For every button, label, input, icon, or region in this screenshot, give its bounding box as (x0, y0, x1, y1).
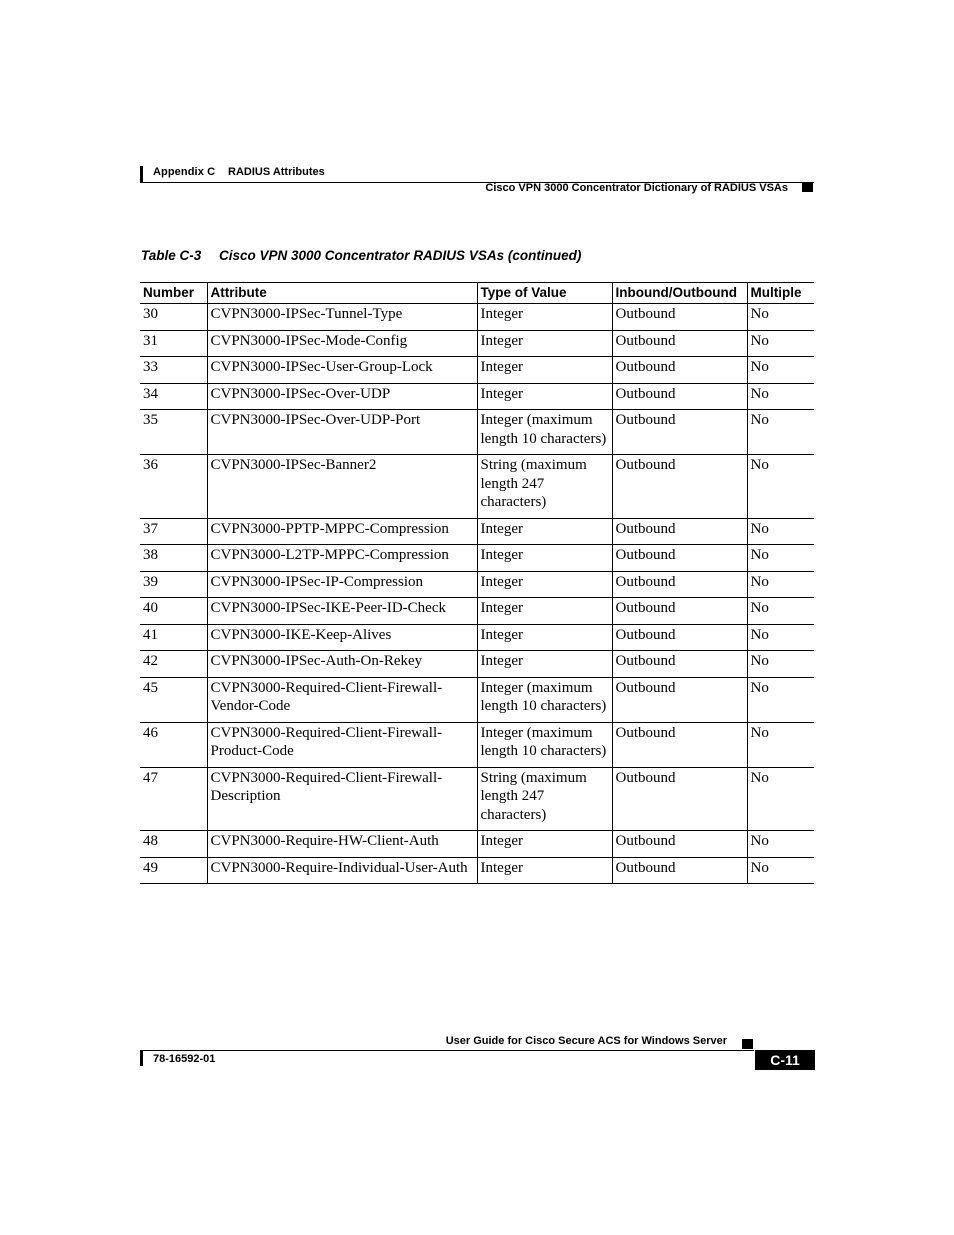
cell-direction: Outbound (612, 722, 747, 767)
table-row (140, 330, 814, 357)
cell-multiple: No (747, 383, 814, 410)
cell-direction: Outbound (612, 455, 747, 519)
cell-direction: Outbound (612, 304, 747, 331)
table-row (140, 598, 814, 625)
cell-multiple: No (747, 571, 814, 598)
cell-number: 33 (140, 357, 207, 384)
column-header-direction: Inbound/Outbound (612, 283, 747, 304)
cell-number: 48 (140, 831, 207, 858)
cell-direction: Outbound (612, 767, 747, 831)
cell-multiple: No (747, 598, 814, 625)
table-row (140, 571, 814, 598)
cell-type: Integer (477, 624, 612, 651)
cell-attribute: CVPN3000-IPSec-Over-UDP (207, 383, 477, 410)
cell-type: String (maximum length 247 characters) (477, 767, 612, 831)
cell-type: Integer (477, 545, 612, 572)
cell-number: 47 (140, 767, 207, 831)
cell-direction: Outbound (612, 624, 747, 651)
table-body (140, 304, 814, 884)
cell-type: Integer (477, 571, 612, 598)
cell-multiple: No (747, 722, 814, 767)
cell-direction: Outbound (612, 598, 747, 625)
footer-rule (140, 1050, 754, 1051)
table-row (140, 857, 814, 884)
cell-multiple: No (747, 330, 814, 357)
cell-multiple: No (747, 545, 814, 572)
cell-attribute: CVPN3000-Required-Client-Firewall-Description (207, 767, 477, 831)
cell-number: 37 (140, 518, 207, 545)
column-header-multiple: Multiple (747, 283, 814, 304)
cell-number: 49 (140, 857, 207, 884)
cell-direction: Outbound (612, 410, 747, 455)
cell-direction: Outbound (612, 518, 747, 545)
column-header-number: Number (140, 283, 207, 304)
header-bar (140, 166, 143, 182)
cell-multiple: No (747, 455, 814, 519)
cell-multiple: No (747, 624, 814, 651)
cell-attribute: CVPN3000-IPSec-Tunnel-Type (207, 304, 477, 331)
cell-direction: Outbound (612, 651, 747, 678)
cell-type: Integer (maximum length 10 characters) (477, 677, 612, 722)
cell-direction: Outbound (612, 857, 747, 884)
cell-attribute: CVPN3000-IPSec-User-Group-Lock (207, 357, 477, 384)
cell-number: 35 (140, 410, 207, 455)
table-row (140, 545, 814, 572)
table-row (140, 383, 814, 410)
footer-guide-title: User Guide for Cisco Secure ACS for Windows Server (445, 1035, 727, 1047)
table-header-row (140, 283, 814, 304)
column-header-attribute: Attribute (207, 283, 477, 304)
table-caption-label: Table C-3 (141, 248, 202, 263)
cell-direction: Outbound (612, 330, 747, 357)
header-section: Cisco VPN 3000 Concentrator Dictionary of RADIUS VSAs (485, 182, 788, 194)
cell-attribute: CVPN3000-IPSec-Mode-Config (207, 330, 477, 357)
cell-type: String (maximum length 247 characters) (477, 455, 612, 519)
cell-direction: Outbound (612, 677, 747, 722)
vsa-table (140, 282, 814, 884)
cell-multiple: No (747, 857, 814, 884)
column-header-type: Type of Value (477, 283, 612, 304)
cell-type: Integer (maximum length 10 characters) (477, 410, 612, 455)
cell-attribute: CVPN3000-PPTP-MPPC-Compression (207, 518, 477, 545)
cell-attribute: CVPN3000-IKE-Keep-Alives (207, 624, 477, 651)
cell-attribute: CVPN3000-Require-HW-Client-Auth (207, 831, 477, 858)
footer-doc-number: 78-16592-01 (153, 1053, 216, 1065)
header-appendix: Appendix C (153, 166, 216, 178)
cell-attribute: CVPN3000-Required-Client-Firewall-Vendor-Code (207, 677, 477, 722)
cell-type: Integer (477, 304, 612, 331)
cell-number: 42 (140, 651, 207, 678)
cell-direction: Outbound (612, 357, 747, 384)
cell-multiple: No (747, 357, 814, 384)
cell-multiple: No (747, 410, 814, 455)
cell-type: Integer (477, 383, 612, 410)
cell-type: Integer (477, 857, 612, 884)
cell-number: 45 (140, 677, 207, 722)
table-row (140, 410, 814, 455)
cell-attribute: CVPN3000-IPSec-IKE-Peer-ID-Check (207, 598, 477, 625)
table-row (140, 677, 814, 722)
cell-type: Integer (maximum length 10 characters) (477, 722, 612, 767)
footer-page-number: C-11 (755, 1050, 815, 1070)
cell-attribute: CVPN3000-IPSec-Over-UDP-Port (207, 410, 477, 455)
cell-direction: Outbound (612, 545, 747, 572)
cell-attribute: CVPN3000-Required-Client-Firewall-Product-Code (207, 722, 477, 767)
cell-number: 38 (140, 545, 207, 572)
header-square (802, 182, 813, 192)
cell-multiple: No (747, 677, 814, 722)
cell-type: Integer (477, 357, 612, 384)
table-row (140, 767, 814, 831)
table-row (140, 455, 814, 519)
cell-direction: Outbound (612, 831, 747, 858)
cell-number: 34 (140, 383, 207, 410)
cell-type: Integer (477, 651, 612, 678)
cell-number: 39 (140, 571, 207, 598)
cell-multiple: No (747, 651, 814, 678)
cell-number: 46 (140, 722, 207, 767)
cell-multiple: No (747, 304, 814, 331)
table-caption (141, 248, 581, 263)
cell-attribute: CVPN3000-Require-Individual-User-Auth (207, 857, 477, 884)
cell-attribute: CVPN3000-IPSec-IP-Compression (207, 571, 477, 598)
cell-number: 36 (140, 455, 207, 519)
table-row (140, 518, 814, 545)
cell-attribute: CVPN3000-IPSec-Auth-On-Rekey (207, 651, 477, 678)
footer-square (742, 1039, 753, 1049)
cell-number: 31 (140, 330, 207, 357)
cell-type: Integer (477, 518, 612, 545)
table-row (140, 357, 814, 384)
table-row (140, 651, 814, 678)
cell-direction: Outbound (612, 383, 747, 410)
cell-attribute: CVPN3000-IPSec-Banner2 (207, 455, 477, 519)
cell-number: 30 (140, 304, 207, 331)
header-chapter: RADIUS Attributes (228, 166, 325, 178)
table-row (140, 722, 814, 767)
cell-multiple: No (747, 767, 814, 831)
cell-type: Integer (477, 330, 612, 357)
cell-type: Integer (477, 598, 612, 625)
cell-multiple: No (747, 518, 814, 545)
cell-type: Integer (477, 831, 612, 858)
table-row (140, 624, 814, 651)
table-row (140, 831, 814, 858)
cell-direction: Outbound (612, 571, 747, 598)
cell-multiple: No (747, 831, 814, 858)
cell-number: 41 (140, 624, 207, 651)
table-caption-title: Cisco VPN 3000 Concentrator RADIUS VSAs (continued) (219, 248, 582, 263)
cell-attribute: CVPN3000-L2TP-MPPC-Compression (207, 545, 477, 572)
table-row (140, 304, 814, 331)
cell-number: 40 (140, 598, 207, 625)
footer-bar (140, 1050, 143, 1066)
